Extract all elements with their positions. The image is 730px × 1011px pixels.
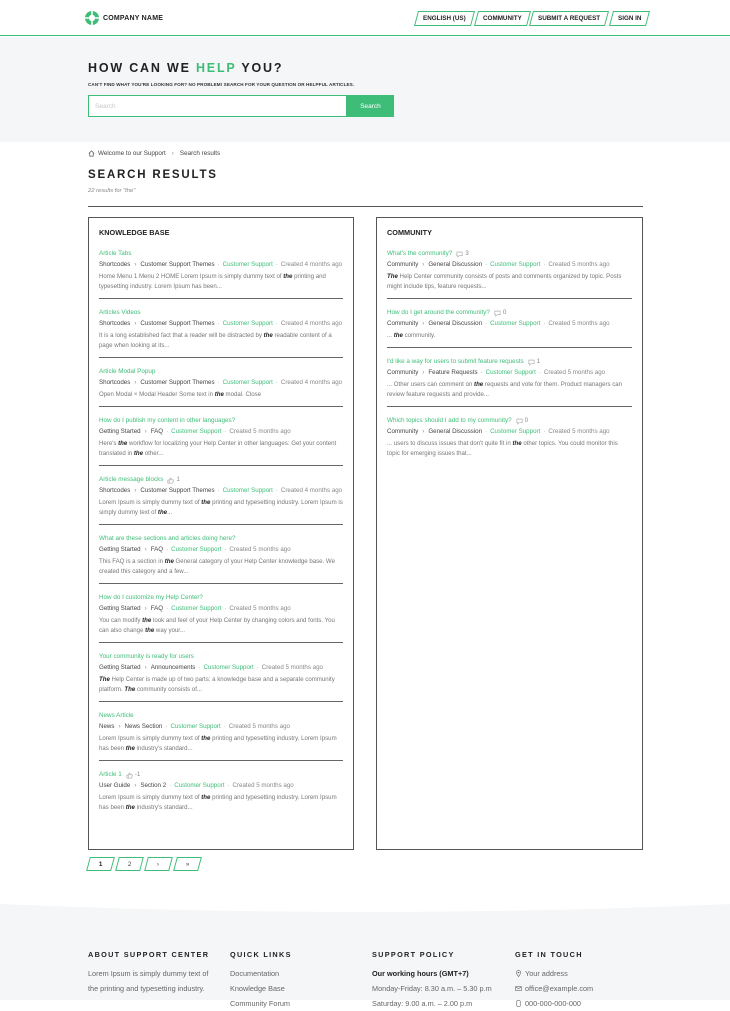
search-result <box>99 413 343 466</box>
result-snippet: This FAQ is a section in the General category of your Help Center knowledge base. We created this category and a few... <box>99 558 335 575</box>
result-title-link[interactable]: News Article <box>99 712 134 719</box>
hero-section <box>0 37 730 142</box>
comment-count: 0 <box>516 416 529 426</box>
result-author-link[interactable]: Customer Support <box>485 369 536 376</box>
chevron-right-icon: › <box>144 605 147 612</box>
next-page-button[interactable]: › <box>144 857 173 871</box>
result-snippet: Lorem Ipsum is simply dummy text of the printing and typesetting industry. Lorem Ipsum has been the industry's standard... <box>99 735 337 752</box>
contact-address: Your address <box>525 969 568 978</box>
search-result <box>99 305 343 358</box>
knowledge-base-panel <box>88 217 354 850</box>
result-created: Created 5 months ago <box>548 428 610 435</box>
logo-link[interactable] <box>84 10 163 26</box>
result-meta: Getting Started › Announcements · Customer Support · Created 5 months ago <box>99 664 323 671</box>
result-snippet: Lorem Ipsum is simply dummy text of the printing and typesetting industry. Lorem Ipsum has been the industry's standard... <box>99 794 337 811</box>
result-created: Created 5 months ago <box>261 664 323 671</box>
divider <box>88 206 643 207</box>
result-meta: Community › General Discussion · Customer Support · Created 5 months ago <box>387 428 610 435</box>
vote-count: -1 <box>126 770 141 780</box>
site-footer <box>0 898 730 1008</box>
result-meta: Community › Feature Requests · Customer Support · Created 5 months ago <box>387 369 606 376</box>
result-author-link[interactable]: Customer Support <box>203 664 254 671</box>
page-title: SEARCH RESULTS <box>88 169 218 181</box>
chevron-right-icon: › <box>134 487 137 494</box>
page-1-button[interactable]: 1 <box>86 857 115 871</box>
result-author-link[interactable]: Customer Support <box>490 428 541 435</box>
result-meta: User Guide › Section 2 · Customer Support · Created 5 months ago <box>99 782 294 789</box>
comment-icon <box>494 310 501 317</box>
chevron-right-icon: › <box>144 664 147 671</box>
thumbs-up-icon <box>167 477 174 484</box>
result-snippet: The Help Center community consists of posts and comments organized by topic. Posts might include tips, feature requests... <box>387 273 622 290</box>
result-category-link[interactable]: Shortcodes <box>99 261 131 268</box>
result-snippet: ... Other users can comment on the requests and vote for them. Product managers can review feature requests and provide... <box>387 381 623 398</box>
thumbs-up-icon <box>126 772 133 779</box>
result-category-link[interactable]: Community <box>387 369 419 376</box>
result-created: Created 5 months ago <box>229 428 291 435</box>
result-meta: Getting Started › FAQ · Customer Support · Created 5 months ago <box>99 546 291 553</box>
result-section-link[interactable]: Customer Support Themes <box>140 487 215 494</box>
pagination <box>88 857 200 871</box>
result-meta: Getting Started › FAQ · Customer Support · Created 5 months ago <box>99 428 291 435</box>
result-count: 22 results for "the" <box>88 188 136 194</box>
result-category-link[interactable]: Community <box>387 320 419 327</box>
result-category-link[interactable]: Shortcodes <box>99 379 131 386</box>
search-button[interactable]: Search <box>347 95 394 117</box>
search-result <box>99 246 343 299</box>
result-author-link[interactable]: Customer Support <box>174 782 225 789</box>
result-category-link[interactable]: Getting Started <box>99 428 141 435</box>
result-author-link[interactable]: Customer Support <box>222 487 273 494</box>
result-created: Created 5 months ago <box>548 261 610 268</box>
result-meta: Shortcodes › Customer Support Themes · Customer Support · Created 4 months ago <box>99 487 343 494</box>
chevron-right-icon: › <box>134 261 137 268</box>
result-meta: Shortcodes › Customer Support Themes · Customer Support · Created 4 months ago <box>99 261 343 268</box>
result-created: Created 4 months ago <box>280 379 343 386</box>
result-section-link[interactable]: Section 2 <box>140 782 167 789</box>
footer-about: ABOUT SUPPORT CENTER Lorem Ipsum is simply dummy text of the printing and typesetting industry. <box>88 950 210 993</box>
result-title-link[interactable]: Article Tabs <box>99 250 132 257</box>
chevron-right-icon: › <box>118 723 121 730</box>
comment-icon <box>516 418 523 425</box>
comment-count: 3 <box>456 249 469 259</box>
chevron-right-icon: › <box>422 428 425 435</box>
result-snippet: ... users to discuss issues that don't quite fit in the other topics. You could monitor this topic for emerging issues that... <box>387 440 618 457</box>
result-section-link[interactable]: Customer Support Themes <box>140 261 215 268</box>
result-section-link[interactable]: FAQ <box>150 546 164 553</box>
result-snippet: Here's the workflow for localizing your Help Center in other languages: Get your content translated in the other... <box>99 440 337 457</box>
chevron-right-icon: › <box>134 782 137 789</box>
lifebuoy-icon <box>84 10 100 26</box>
result-title-link[interactable]: Your community is ready for users <box>99 653 194 660</box>
result-section-link[interactable]: Feature Requests <box>428 369 478 376</box>
result-author-link[interactable]: Customer Support <box>171 546 222 553</box>
result-created: Created 5 months ago <box>543 369 606 376</box>
hero-subtitle: CAN'T FIND WHAT YOU'RE LOOKING FOR? NO PROBLEM! SEARCH FOR YOUR QUESTION OR HELPFUL ARTICLES. <box>88 82 355 87</box>
top-nav <box>416 11 648 26</box>
chevron-right-icon: › <box>422 261 425 268</box>
result-created: Created 4 months ago <box>280 261 343 268</box>
footer-support-policy: SUPPORT POLICY Our working hours (GMT+7) Monday-Friday: 8.30 a.m. – 5.30 p.m Saturday: 9.00 a.m. – 2.00 p.m <box>372 950 492 1008</box>
result-meta: Shortcodes › Customer Support Themes · Customer Support · Created 4 months ago <box>99 320 343 327</box>
nav-language[interactable]: ENGLISH (US) <box>414 11 475 26</box>
chevron-right-icon: › <box>144 546 147 553</box>
community-panel <box>376 217 643 850</box>
result-author-link[interactable]: Customer Support <box>171 605 222 612</box>
result-author-link[interactable]: Customer Support <box>222 261 273 268</box>
result-title-link[interactable]: Article message blocks <box>99 476 164 483</box>
result-snippet: It is a long established fact that a reader will be distracted by the readable content of a page when looking at its... <box>99 332 332 349</box>
result-section-link[interactable]: FAQ <box>150 605 164 612</box>
footer-link-documentation[interactable]: Documentation <box>230 969 280 978</box>
result-author-link[interactable]: Customer Support <box>171 428 222 435</box>
result-created: Created 5 months ago <box>232 782 294 789</box>
result-snippet: You can modify the look and feel of your Help Center by changing colors and fonts. You can also change the way your... <box>99 617 335 634</box>
result-meta: News › News Section · Customer Support · Created 5 months ago <box>99 723 290 730</box>
result-section-link[interactable]: FAQ <box>150 428 164 435</box>
company-name: COMPANY NAME <box>103 14 164 22</box>
chevron-right-icon: › <box>144 428 147 435</box>
result-category-link[interactable]: Getting Started <box>99 605 141 612</box>
result-snippet: Lorem Ipsum is simply dummy text of the printing and typesetting industry. Lorem Ipsum is simply dummy text of the... <box>99 499 343 516</box>
footer-quick-links: QUICK LINKS Documentation Knowledge Base Community Forum <box>230 950 292 1011</box>
result-snippet: ... the community. <box>387 332 436 339</box>
nav-community[interactable]: COMMUNITY <box>474 11 531 26</box>
result-section-link[interactable]: General Discussion <box>428 428 483 435</box>
chevron-right-icon: › <box>134 379 137 386</box>
result-category-link[interactable]: News <box>99 723 115 730</box>
result-title-link[interactable]: Articles Videos <box>99 309 141 316</box>
mail-icon <box>515 985 522 992</box>
result-author-link[interactable]: Customer Support <box>170 723 221 730</box>
search-form <box>88 95 394 117</box>
result-title-link[interactable]: I'd like a way for users to submit feature requests <box>387 358 524 365</box>
result-created: Created 5 months ago <box>229 605 291 612</box>
knowledge-base-title: KNOWLEDGE BASE <box>99 228 170 237</box>
breadcrumb <box>88 150 220 157</box>
footer-contact: GET IN TOUCH Your address office@example.com 000-000-000-000 <box>515 950 593 1011</box>
chevron-right-icon: › <box>422 320 425 327</box>
result-title-link[interactable]: What's the community? <box>387 250 453 257</box>
result-title-link[interactable]: How do I publish my content in other languages? <box>99 417 236 424</box>
home-icon <box>88 150 95 157</box>
nav-submit-request[interactable]: SUBMIT A REQUEST <box>529 11 609 26</box>
search-result <box>387 246 632 299</box>
result-title-link[interactable]: What are these sections and articles doing here? <box>99 535 236 542</box>
result-category-link[interactable]: Shortcodes <box>99 320 131 327</box>
search-result <box>99 708 343 761</box>
search-result <box>99 364 343 407</box>
site-header <box>0 0 730 36</box>
result-section-link[interactable]: General Discussion <box>428 320 483 327</box>
search-result <box>99 531 343 584</box>
contact-email[interactable]: office@example.com <box>525 984 594 993</box>
result-snippet: Open Modal × Modal Header Some text in the modal. Close <box>99 391 262 398</box>
community-results <box>387 246 632 471</box>
search-result <box>99 767 343 819</box>
footer-link-knowledge-base[interactable]: Knowledge Base <box>230 984 285 993</box>
footer-link-community-forum[interactable]: Community Forum <box>230 999 291 1008</box>
search-result <box>99 472 343 525</box>
result-title-link[interactable]: Article Modal Popup <box>99 368 156 375</box>
result-created: Created 4 months ago <box>280 487 343 494</box>
result-author-link[interactable]: Customer Support <box>490 261 541 268</box>
chevron-right-icon: › <box>134 320 137 327</box>
comment-count: 0 <box>494 308 507 318</box>
result-snippet: The Help Center is made up of two parts: a knowledge base and a separate community platform. The community consists of... <box>99 676 335 693</box>
result-author-link[interactable]: Customer Support <box>490 320 541 327</box>
breadcrumb-current: Search results <box>179 150 221 157</box>
result-category-link[interactable]: Getting Started <box>99 664 141 671</box>
result-title-link[interactable]: How do I get around the community? <box>387 309 490 316</box>
result-title-link[interactable]: How do I customize my Help Center? <box>99 594 203 601</box>
comment-count: 1 <box>528 357 541 367</box>
result-category-link[interactable]: Community <box>387 261 419 268</box>
search-result <box>387 413 632 465</box>
search-result <box>387 305 632 348</box>
result-category-link[interactable]: User Guide <box>99 782 131 789</box>
result-section-link[interactable]: Announcements <box>150 664 196 671</box>
hero-title: HOW CAN WE HELP YOU? <box>88 61 284 75</box>
result-title-link[interactable]: Article 1 <box>99 771 122 778</box>
comment-icon <box>528 359 535 366</box>
search-result <box>99 649 343 702</box>
result-created: Created 5 months ago <box>548 320 610 327</box>
result-meta: Shortcodes › Customer Support Themes · Customer Support · Created 4 months ago <box>99 379 343 386</box>
search-result <box>387 354 632 407</box>
result-category-link[interactable]: Shortcodes <box>99 487 131 494</box>
vote-count: 1 <box>167 475 180 485</box>
result-author-link[interactable]: Customer Support <box>222 320 273 327</box>
phone-icon <box>515 1000 522 1007</box>
result-created: Created 5 months ago <box>229 546 291 553</box>
search-input[interactable] <box>88 95 347 117</box>
contact-phone: 000-000-000-000 <box>525 999 581 1008</box>
breadcrumb-home[interactable]: Welcome to our Support <box>98 150 166 157</box>
result-snippet: Home Menu 1 Menu 2 HOME Lorem Ipsum is simply dummy text of the printing and typesetting industry. Lorem Ipsum has been... <box>99 273 326 290</box>
result-created: Created 5 months ago <box>228 723 290 730</box>
footer-wave <box>0 898 730 918</box>
result-meta: Community › General Discussion · Customer Support · Created 5 months ago <box>387 261 610 268</box>
knowledge-base-results <box>99 246 343 825</box>
result-section-link[interactable]: News Section <box>124 723 163 730</box>
result-meta: Getting Started › FAQ · Customer Support · Created 5 months ago <box>99 605 291 612</box>
result-category-link[interactable]: Getting Started <box>99 546 141 553</box>
result-created: Created 4 months ago <box>280 320 343 327</box>
comment-icon <box>456 251 463 258</box>
map-pin-icon <box>515 970 522 977</box>
result-section-link[interactable]: Customer Support Themes <box>140 320 215 327</box>
result-meta: Community › General Discussion · Customer Support · Created 5 months ago <box>387 320 610 327</box>
result-section-link[interactable]: Customer Support Themes <box>140 379 215 386</box>
result-section-link[interactable]: General Discussion <box>428 261 483 268</box>
result-title-link[interactable]: Which topics should I add to my community? <box>387 417 512 424</box>
last-page-button[interactable]: » <box>173 857 202 871</box>
result-author-link[interactable]: Customer Support <box>222 379 273 386</box>
chevron-right-icon: › <box>422 369 425 376</box>
chevron-right-icon: › <box>171 150 174 157</box>
nav-sign-in[interactable]: SIGN IN <box>609 11 650 26</box>
community-title: COMMUNITY <box>387 228 432 237</box>
search-result <box>99 590 343 643</box>
page-2-button[interactable]: 2 <box>115 857 144 871</box>
result-category-link[interactable]: Community <box>387 428 419 435</box>
